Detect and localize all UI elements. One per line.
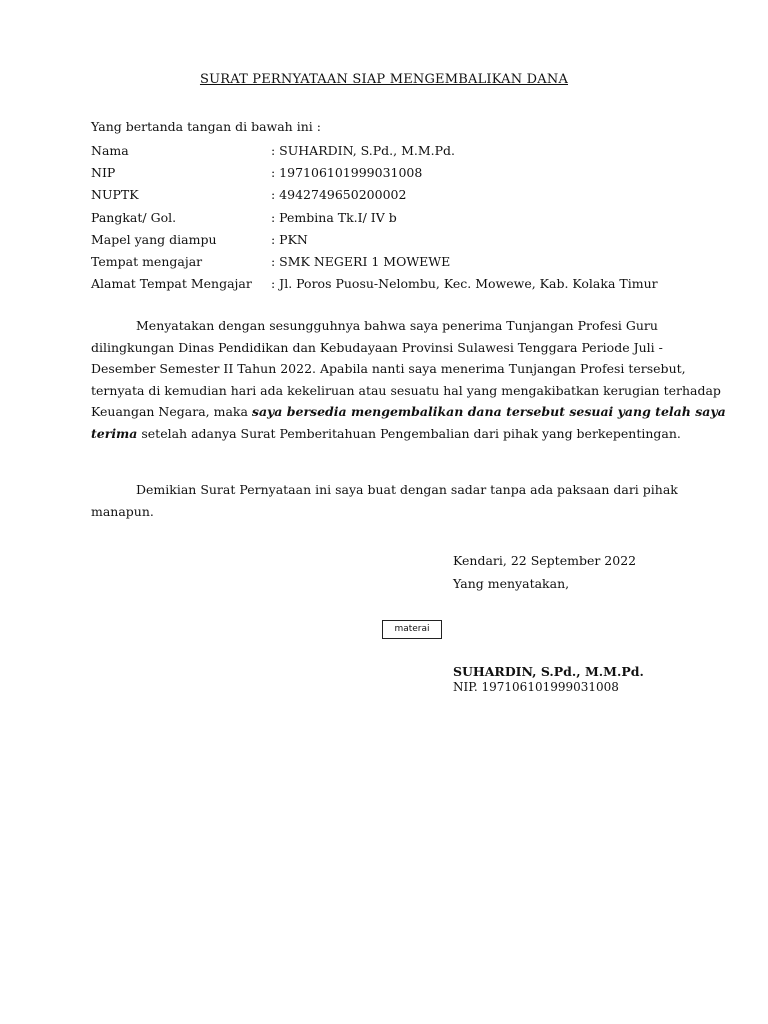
paragraph-text: setelah adanya Surat Pemberitahuan Pengembalian dari pihak yang berkepentingan. (137, 425, 681, 441)
field-label: Alamat Tempat Mengajar (91, 276, 252, 292)
paragraph-line: manapun. (91, 503, 154, 519)
paragraph-line: ternyata di kemudian hari ada kekeliruan atau sesuatu hal yang mengakibatkan kerugian terhadap (91, 382, 721, 398)
field-label: Tempat mengajar (91, 254, 203, 270)
field-row-pangkat (91, 206, 711, 228)
paragraph-line: Demikian Surat Pernyataan ini saya buat dengan sadar tanpa ada paksaan dari pihak (136, 482, 678, 497)
field-row-alamat (91, 273, 711, 295)
emphasis-text: terima (91, 425, 138, 441)
signer-name: SUHARDIN, S.Pd., M.M.Pd. (453, 664, 644, 679)
field-value: : PKN (271, 231, 308, 247)
paragraph-line (91, 401, 726, 423)
emphasis-text: saya bersedia mengembalikan dana tersebut sesuai yang telah saya (251, 404, 726, 419)
field-value: : 197106101999031008 (271, 164, 423, 180)
declarer-label: Yang menyatakan, (453, 576, 570, 591)
field-label: NUPTK (91, 187, 139, 203)
paragraph-line (91, 423, 681, 445)
materai-stamp-box: materai (382, 620, 442, 639)
field-row-mapel (91, 228, 711, 250)
field-label: Nama (91, 142, 129, 158)
intro-text: Yang bertanda tangan di bawah ini : (91, 119, 321, 134)
place-date: Kendari, 22 September 2022 (453, 553, 637, 568)
closing-paragraph (91, 479, 678, 522)
field-value: : Jl. Poros Puosu-Nelombu, Kec. Mowewe, Kab. Kolaka Timur (271, 276, 658, 292)
paragraph-text: Keuangan Negara, maka (91, 404, 252, 419)
field-value: : SMK NEGERI 1 MOWEWE (271, 254, 451, 270)
field-value: : Pembina Tk.I/ IV b (271, 209, 397, 225)
paragraph-line: dilingkungan Dinas Pendidikan dan Kebudayaan Provinsi Sulawesi Tenggara Periode Juli - (91, 339, 663, 355)
field-row-nip (91, 161, 711, 183)
field-label: NIP (91, 164, 116, 180)
field-row-nuptk (91, 184, 711, 206)
field-label: Pangkat/ Gol. (91, 209, 177, 225)
paragraph-line: Menyatakan dengan sesungguhnya bahwa saya penerima Tunjangan Profesi Guru (136, 318, 658, 333)
paragraph-line: Desember Semester II Tahun 2022. Apabila nanti saya menerima Tunjangan Profesi tersebut, (91, 361, 686, 376)
field-row-nama (91, 139, 711, 161)
statement-paragraph (91, 315, 726, 444)
field-value: : 4942749650200002 (271, 187, 407, 203)
signer-nip: NIP. 197106101999031008 (453, 680, 619, 694)
field-value: : SUHARDIN, S.Pd., M.M.Pd. (271, 142, 456, 158)
identity-fields (91, 139, 711, 295)
field-label: Mapel yang diampu (91, 231, 217, 247)
document-title: SURAT PERNYATAAN SIAP MENGEMBALIKAN DANA (199, 72, 569, 87)
field-row-tempat-mengajar (91, 250, 711, 272)
